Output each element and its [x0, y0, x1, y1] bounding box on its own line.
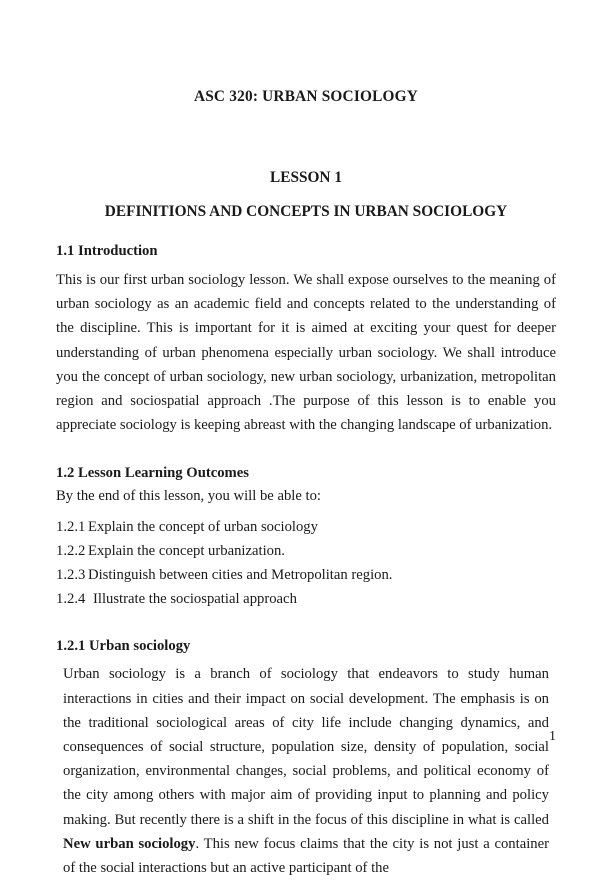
- outcome-text: Distinguish between cities and Metropolitan region.: [88, 567, 393, 584]
- list-item: [56, 587, 556, 611]
- section-heading-learning-outcomes: 1.2 Lesson Learning Outcomes: [56, 465, 249, 482]
- list-item: [56, 539, 556, 563]
- lesson-label: LESSON 1: [270, 169, 342, 186]
- outcome-number: 1.2.4: [56, 591, 86, 608]
- course-title: ASC 320: URBAN SOCIOLOGY: [193, 88, 419, 105]
- section-heading-introduction: 1.1 Introduction: [56, 243, 158, 259]
- outcome-text: Explain the concept urbanization.: [88, 542, 285, 559]
- outcome-number: 1.2.2: [56, 542, 86, 559]
- section-heading-urban-sociology: 1.2.1 Urban sociology: [56, 638, 191, 655]
- learning-outcomes-list: [56, 509, 556, 612]
- outcome-text: Explain the concept of urban sociology: [88, 518, 318, 535]
- list-item: [56, 515, 556, 539]
- learning-outcomes-lead-in: By the end of this lesson, you will be able to:: [56, 488, 322, 505]
- urban-sociology-text-after-emphasis: . This new focus claims that the city is not just a container of the social interactions but an active participant of the: [63, 835, 549, 877]
- page-number: 1: [549, 729, 556, 744]
- outcome-text: Illustrate the sociospatial approach: [93, 591, 297, 608]
- outcome-number: 1.2.3: [56, 567, 86, 584]
- urban-sociology-paragraph: [56, 655, 549, 880]
- emphasis-new-urban-sociology: New urban sociology: [63, 835, 196, 852]
- list-item: [56, 563, 556, 587]
- page-content: [56, 0, 556, 880]
- outcome-number: 1.2.1: [56, 518, 86, 535]
- lesson-title: DEFINITIONS AND CONCEPTS IN URBAN SOCIOLOGY: [104, 203, 508, 220]
- urban-sociology-text-before-emphasis: Urban sociology is a branch of sociology that endeavors to study human interactions in cities and their impact on social development. The emphasis is on the traditional sociological areas of city life include changing dynamics, and consequences of social structure, population size, density of population, social organization, environmental changes, social problems, and political economy of the city among others with major aim of providing input to planning and policy making. But recently there is a shift in the focus of this discipline in what is called: [63, 666, 549, 828]
- introduction-paragraph: This is our first urban sociology lesson. We shall expose ourselves to the meaning of urban sociology as an academic field and concepts related to the understanding of the discipline. This is important for it is aimed at exciting your quest for deeper understanding of urban phenomena especially urban sociology. We shall introduce you the concept of urban sociology, new urban sociology, urbanization, metropolitan region and sociospatial approach .The purpose of this lesson is to enable you appreciate sociology is keeping abreast with the changing landscape of urbanization.: [56, 272, 556, 434]
